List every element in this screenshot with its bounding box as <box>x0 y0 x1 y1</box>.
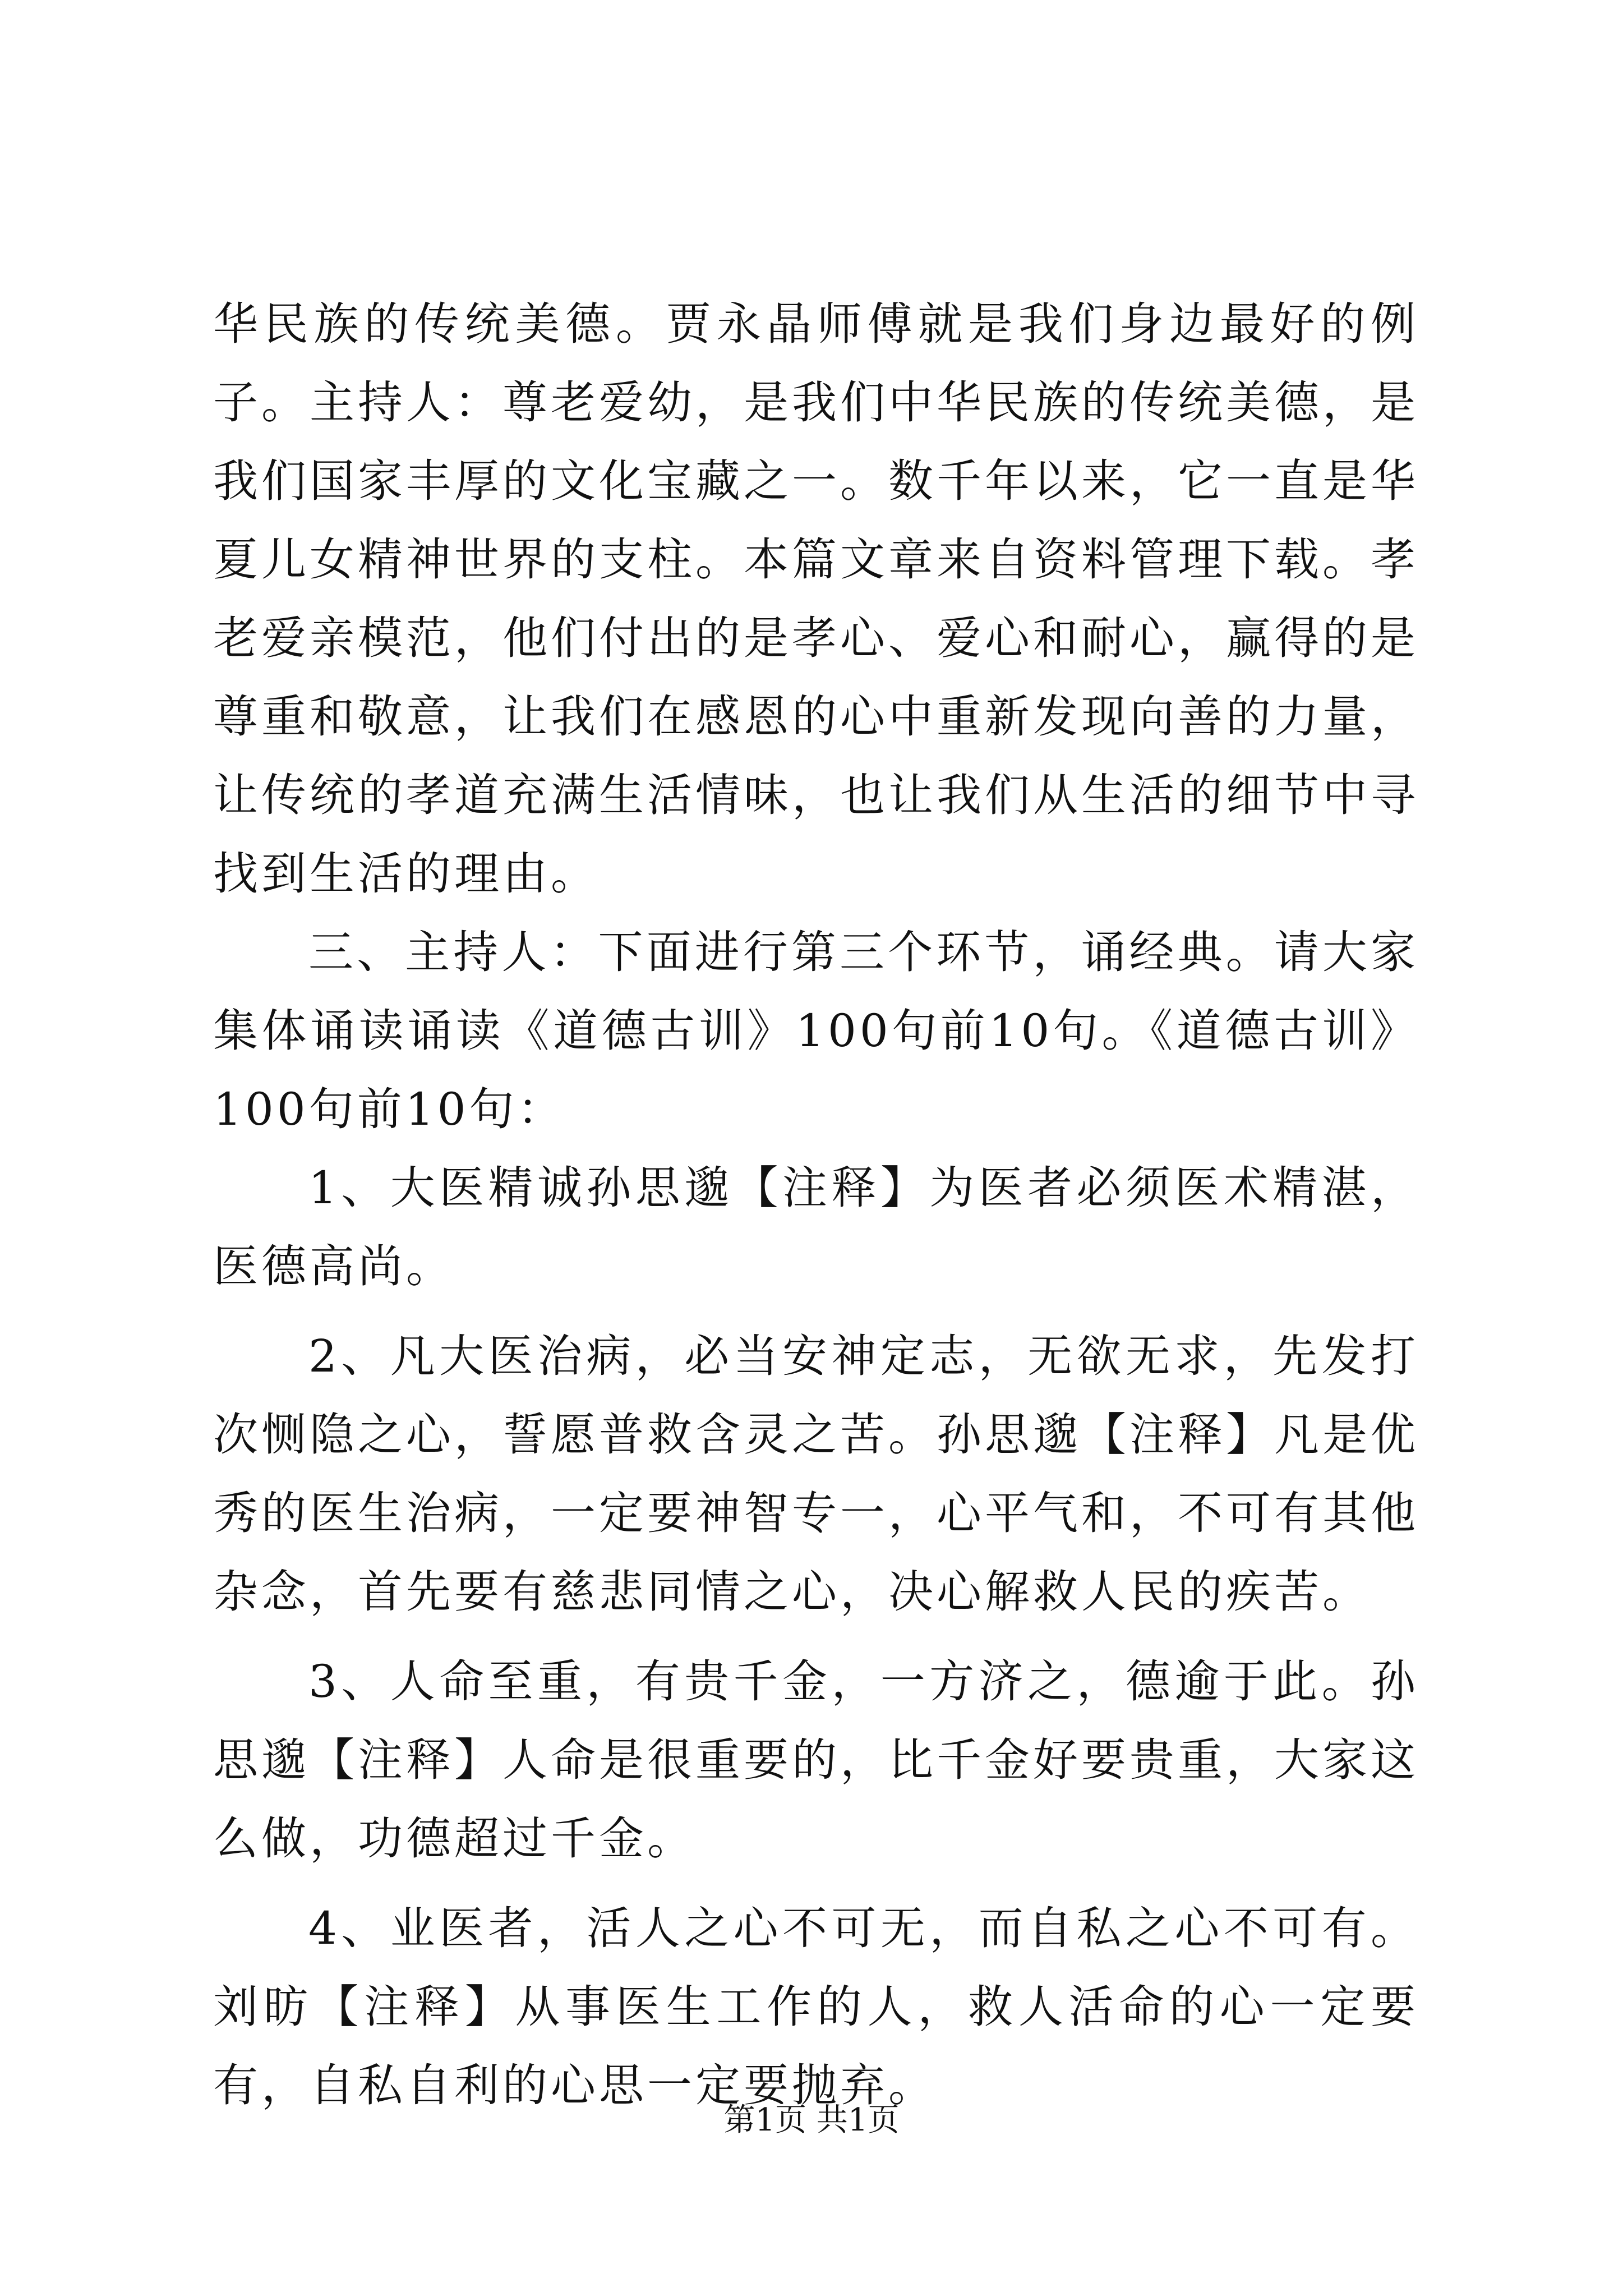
document-body <box>213 285 1419 2125</box>
paragraph-item-3: 3、人命至重，有贵千金，一方济之，德逾于此。孙思邈【注释】人命是很重要的，比千金好要贵重，大家这么做，功德超过千金。 <box>213 1655 1419 1865</box>
paragraph-item-1: 1、大医精诚孙思邈【注释】为医者必须医术精湛，医德高尚。 <box>213 1162 1419 1292</box>
paragraph-item-4: 4、业医者，活人之心不可无，而自私之心不可有。刘昉【注释】从事医生工作的人，救人活命的心一定要有，自私自利的心思一定要抛弃。 <box>213 1902 1419 2111</box>
paragraph-section-three: 三、主持人：下面进行第三个环节，诵经典。请大家集体诵读诵读《道德古训》100句前10句。《道德古训》100句前10句： <box>213 926 1419 1135</box>
paragraph-continuation: 华民族的传统美德。贾永晶师傅就是我们身边最好的例子。主持人：尊老爱幼，是我们中华民族的传统美德，是我们国家丰厚的文化宝藏之一。数千年以来，它一直是华夏儿女精神世界的支柱。本篇文章来自资料管理下载。孝老爱亲模范，他们付出的是孝心、爱心和耐心，赢得的是尊重和敬意，让我们在感恩的心中重新发现向善的力量，让传统的孝道充满生活情味，也让我们从生活的细节中寻找到生活的理由。 <box>213 298 1419 900</box>
paragraph-item-2: 2、凡大医治病，必当安神定志，无欲无求，先发打次恻隐之心，誓愿普救含灵之苦。孙思邈【注释】凡是优秀的医生治病，一定要神智专一，心平气和，不可有其他杂念，首先要有慈悲同情之心，决心解救人民的疾苦。 <box>213 1330 1419 1618</box>
page-footer: 第1页 共1页 <box>723 2102 900 2138</box>
